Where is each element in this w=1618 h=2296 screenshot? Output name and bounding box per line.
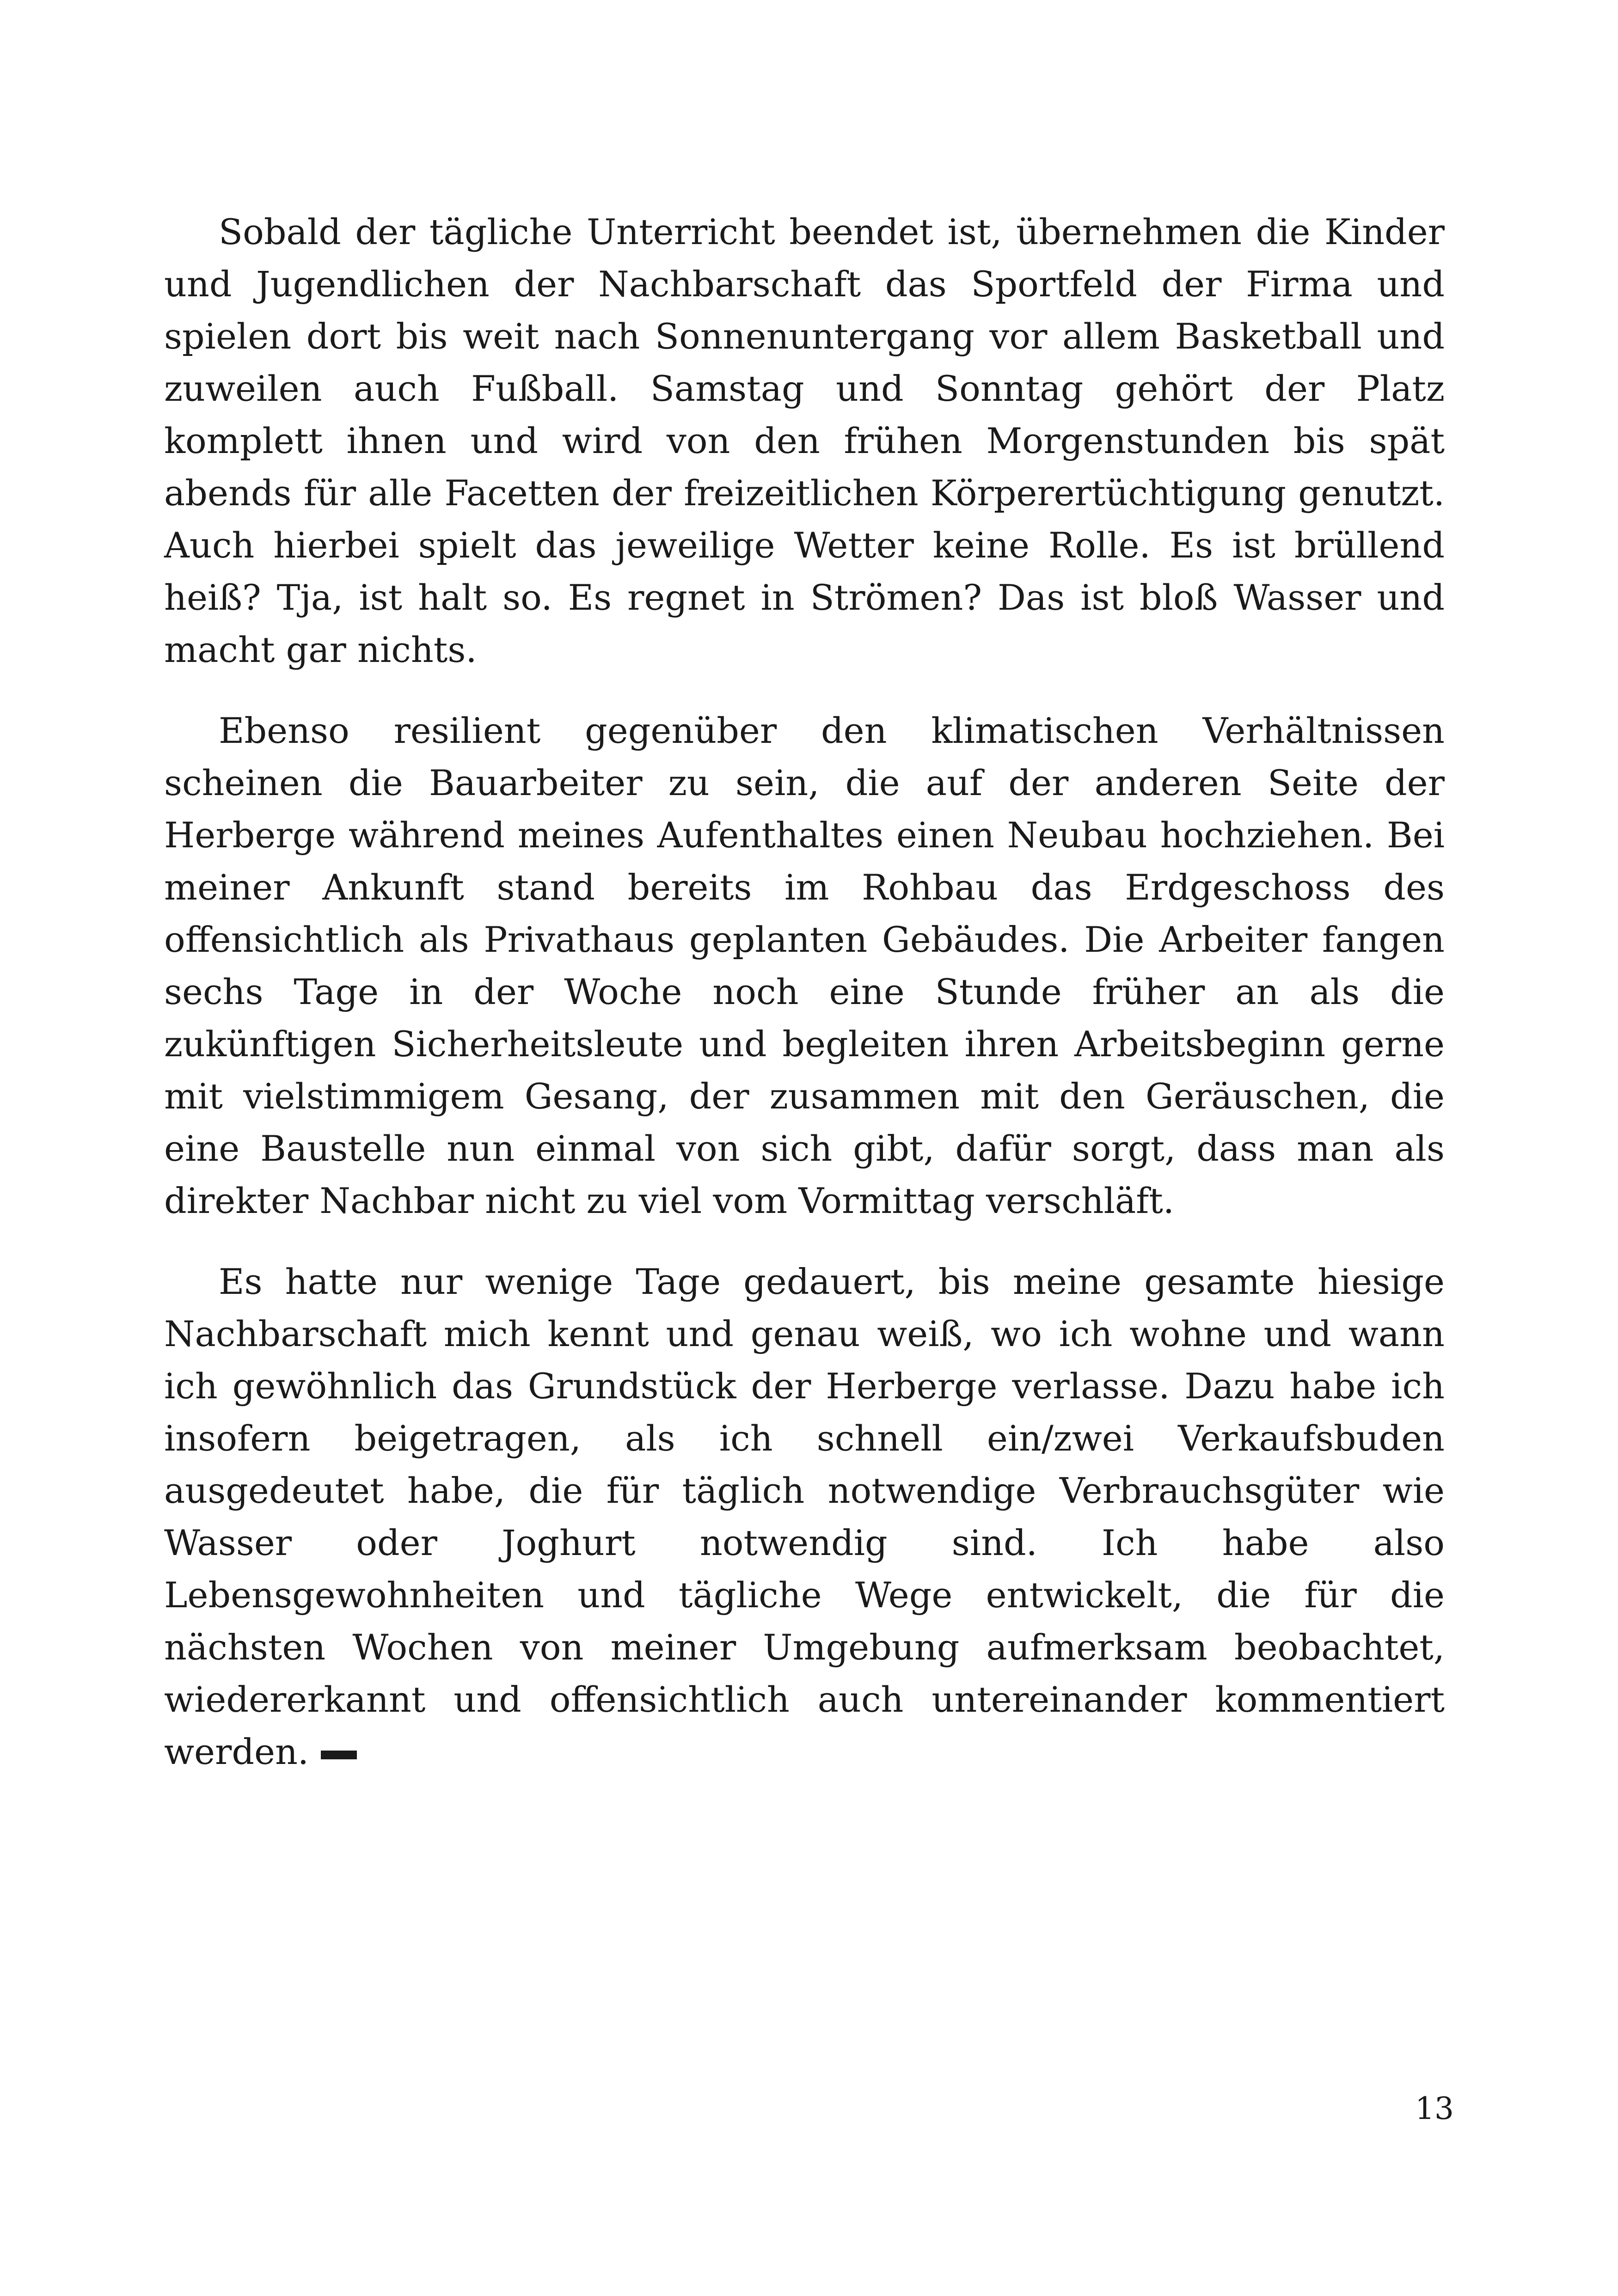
page-number: 13 <box>1415 2091 1454 2126</box>
body-text <box>164 206 1445 1778</box>
paragraph-2-text: Ebenso resilient gegenüber den klimatischen Verhältnissen scheinen die Bauarbeiter zu sein, die auf der anderen Seite der Herberge während meines Aufenthaltes einen Neubau hochziehen. Bei meiner Ankunft stand bereits im Rohbau das Erdgeschoss des offensichtlich als Privathaus geplanten Gebäudes. Die Arbeiter fangen sechs Tage in der Woche noch eine Stunde früher an als die zukünftigen Sicherheitsleute und begleiten ihren Arbeitsbeginn gerne mit vielstimmigem Gesang, der zusammen mit den Geräuschen, die eine Baustelle nun einmal von sich gibt, dafür sorgt, dass man als direkter Nachbar nicht zu viel vom Vormittag verschläft. <box>164 710 1445 1221</box>
paragraph-1-text: Sobald der tägliche Unterricht beendet ist, übernehmen die Kinder und Jugendlichen der Nachbarschaft das Sportfeld der Firma und spielen dort bis weit nach Sonnenuntergang vor allem Basketball und zuweilen auch Fußball. Samstag und Sonntag gehört der Platz komplett ihnen und wird von den frühen Morgenstunden bis spät abends für alle Facetten der freizeitlichen Körperertüchtigung genutzt. Auch hierbei spielt das jeweilige Wetter keine Rolle. Es ist brüllend heiß? Tja, ist halt so. Es regnet in Strömen? Das ist bloß Wasser und macht gar nichts. <box>164 211 1445 670</box>
paragraph-1 <box>164 206 1445 676</box>
paragraph-3 <box>164 1255 1445 1778</box>
end-of-article-mark-icon <box>321 1751 357 1759</box>
paragraph-2 <box>164 704 1445 1227</box>
paragraph-3-text: Es hatte nur wenige Tage gedauert, bis meine gesamte hiesige Nachbarschaft mich kennt und genau weiß, wo ich wohne und wann ich gewöhnlich das Grundstück der Herberge verlasse. Dazu habe ich insofern beigetragen, als ich schnell ein/zwei Verkaufsbuden ausgedeutet habe, die für täglich notwendige Verbrauchsgüter wie Wasser oder Joghurt notwendig sind. Ich habe also Lebensgewohnheiten und tägliche Wege entwickelt, die für die nächsten Wochen von meiner Umgebung aufmerksam beobachtet, wiedererkannt und offensichtlich auch untereinander kommentiert werden. <box>164 1261 1445 1772</box>
